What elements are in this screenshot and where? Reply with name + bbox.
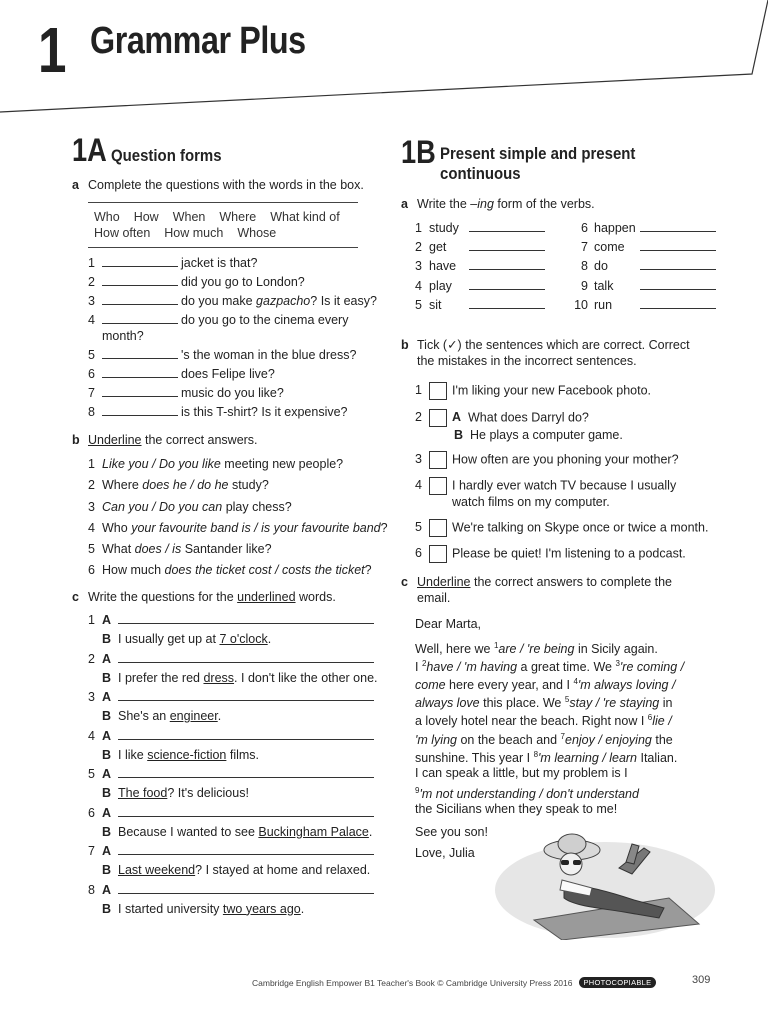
tick-checkbox[interactable]: [429, 477, 447, 495]
answer-blank[interactable]: [640, 259, 716, 270]
question-line-a: 4 A: [88, 728, 374, 744]
tick-checkbox[interactable]: [429, 545, 447, 563]
section-number: 1A: [72, 132, 107, 168]
answer-blank[interactable]: [640, 221, 716, 232]
tick-checkbox[interactable]: [429, 409, 447, 427]
verb-item: 1 study: [415, 220, 548, 236]
verb-item: 2 get: [415, 239, 548, 255]
tick-checkbox[interactable]: [429, 519, 447, 537]
answer-blank[interactable]: [102, 313, 178, 324]
answer-blank[interactable]: [102, 405, 178, 416]
section-1b-heading: [401, 136, 662, 183]
tick-checkbox[interactable]: [429, 451, 447, 469]
answer-line-b: B The food? It's delicious!: [102, 786, 249, 800]
list-item: 7 music do you like?: [88, 386, 284, 400]
list-item: 6 does Felipe live?: [88, 367, 275, 381]
verb-item: 10 run: [564, 297, 719, 313]
answer-blank[interactable]: [118, 690, 374, 701]
list-item: 3 How often are you phoning your mother?: [415, 451, 679, 469]
task-1b-c: c Underline the correct answers to complete the email.: [401, 575, 672, 605]
task-1a-c: c Write the questions for the underlined words.: [72, 590, 336, 604]
answer-blank[interactable]: [640, 298, 716, 309]
answer-blank[interactable]: [118, 883, 374, 894]
answer-blank[interactable]: [469, 240, 545, 251]
answer-line-b: B I usually get up at 7 o'clock.: [102, 632, 272, 646]
list-item: 8 is this T-shirt? Is it expensive?: [88, 405, 348, 419]
verb-item: 7 come: [564, 239, 719, 255]
answer-blank[interactable]: [102, 386, 178, 397]
list-item: 2 A What does Darryl do?: [415, 409, 589, 427]
section-title: Present simple and present continuous: [439, 144, 636, 183]
page-number: 309: [692, 974, 711, 986]
answer-line-b: B I prefer the red dress. I don't like the other one.: [102, 670, 378, 685]
answer-blank[interactable]: [118, 767, 374, 778]
section-1a-heading: [72, 132, 237, 169]
footer: Cambridge English Empower B1 Teacher's Book © Cambridge University Press 2016 PHOTOCOPIABLE: [252, 977, 656, 988]
answer-line-b: B Because I wanted to see Buckingham Palace.: [102, 824, 373, 839]
task-1a-a: a Complete the questions with the words in the box.: [72, 178, 364, 192]
question-line-a: 5 A: [88, 766, 374, 782]
list-item: 5 What does / is Santander like?: [88, 542, 272, 556]
task-1b-a: a Write the –ing form of the verbs.: [401, 197, 595, 211]
list-item: 4 do you go to the cinema every: [88, 313, 349, 327]
tick-checkbox[interactable]: [429, 382, 447, 400]
list-item: 5 We're talking on Skype once or twice a month.: [415, 519, 708, 537]
question-line-a: 1 A: [88, 612, 374, 628]
answer-blank[interactable]: [640, 240, 716, 251]
list-item: 4 Who your favourite band is / is your favourite band?: [88, 521, 388, 535]
list-item: 1 Like you / Do you like meeting new people?: [88, 457, 344, 471]
answer-blank[interactable]: [102, 348, 178, 359]
list-item: 2 did you go to London?: [88, 275, 305, 289]
list-item: 2 Where does he / do he study?: [88, 478, 269, 492]
answer-blank[interactable]: [118, 729, 374, 740]
verb-item: 9 talk: [564, 278, 719, 294]
answer-blank[interactable]: [469, 279, 545, 290]
photocopiable-badge: PHOTOCOPIABLE: [579, 977, 657, 988]
answer-blank[interactable]: [469, 298, 545, 309]
sun-hat-crown: [558, 834, 586, 854]
answer-blank[interactable]: [102, 294, 178, 305]
answer-blank[interactable]: [469, 259, 545, 270]
verb-item: 5 sit: [415, 297, 548, 313]
question-line-a: 6 A: [88, 805, 374, 821]
question-line-a: 8 A: [88, 882, 374, 898]
list-item: 6 Please be quiet! I'm listening to a podcast.: [415, 545, 686, 563]
list-item: 1 jacket is that?: [88, 256, 258, 270]
answer-blank[interactable]: [118, 844, 374, 855]
answer-blank[interactable]: [118, 613, 374, 624]
question-line-a: 3 A: [88, 689, 374, 705]
page-title: Grammar Plus: [90, 20, 306, 62]
word-box: Who How When Where What kind of How often How much Whose: [88, 202, 358, 248]
answer-line-b: B Last weekend? I stayed at home and relaxed.: [102, 863, 371, 877]
list-item: 4 I hardly ever watch TV because I usually: [415, 477, 676, 495]
verb-item: 8 do: [564, 258, 719, 274]
list-item-continuation: watch films on my computer.: [452, 495, 610, 509]
section-title: Question forms: [110, 146, 222, 165]
answer-line-b: B She's an engineer.: [102, 709, 222, 723]
answer-blank[interactable]: [118, 652, 374, 663]
verb-item: 4 play: [415, 278, 548, 294]
list-item: 1 I'm liking your new Facebook photo.: [415, 382, 651, 400]
section-number: 1B: [401, 134, 436, 170]
answer-line-b: B I started university two years ago.: [102, 901, 305, 916]
beach-illustration: [494, 828, 716, 940]
verb-item: 6 happen: [564, 220, 719, 236]
task-1a-b: b Underline the correct answers.: [72, 433, 258, 447]
list-item: 6 How much does the ticket cost / costs the ticket?: [88, 563, 372, 577]
answer-blank[interactable]: [118, 806, 374, 817]
list-item-b: B He plays a computer game.: [454, 428, 623, 442]
answer-blank[interactable]: [102, 256, 178, 267]
question-line-a: 7 A: [88, 843, 374, 859]
answer-blank[interactable]: [102, 275, 178, 286]
answer-blank[interactable]: [469, 221, 545, 232]
list-item: 3 do you make gazpacho? Is it easy?: [88, 294, 377, 308]
question-line-a: 2 A: [88, 651, 374, 667]
answer-blank[interactable]: [102, 367, 178, 378]
list-item: 5 's the woman in the blue dress?: [88, 348, 357, 362]
verb-item: 3 have: [415, 258, 548, 274]
unit-number: 1: [38, 14, 67, 86]
list-item: 3 Can you / Do you can play chess?: [88, 500, 292, 514]
list-item-continuation: month?: [102, 329, 144, 343]
worksheet-page: 1 Grammar Plus 1A Question forms a Complete the questions with the words in the box. Who How When Where What kind of How often How much Whose 1 jacket is that? 2 did you go to London? 3 do you make gazpacho? Is it easy? 4 do you go to the cinema every month? 5 's the woman in the blue dress? 6 does Felipe live? 7 music do you like? 8 is this T-shirt? Is it expensive? b Underline the correct answers. 1 Like you / Do you like meeting new people? 2 Where does he / do he study? 3 Can you / Do you can play chess? 4 Who your favourite band is / is your favourite band? 5 What does / is Santander like? 6 How much does the ticket cost / costs the ticket? c Write the questions for the underlined words. 1 A B I usually get up at 7 o'clock. 2 A B I prefer the red dress. I don't like the other one. 3 A B She's an engineer. 4 A B I like science-fiction films. 5 A B The food? It's delicious! 6 A B Because I wanted to see Buckingham Palace. 7 A B Last weekend? I stayed at home and relaxed. 8 A B I started university two years ago. 1B Present simple and present continuous a Write the –ing form of the verbs. 1 study 6 happen 2 get 7 come 3 have 8 do 4 play 9 talk 5 sit 10 run b Tick (✓) the sentences which are correct. Correct the mistakes in the incorrect sentences. 1 I'm liking your new Facebook photo. 2 A What does Darryl do? B He plays a computer game. 3 How often are you phoning your mother? 4 I hardly ever watch TV because I usually watch films on my computer. 5 We're talking on Skype once or twice a month. 6 Please be quiet! I'm listening to a podcast. c Underline the correct answers to complete the email. Dear Marta, Well, here we $^1$are / 're being in Sicily again. I $^2$have / 'm having a great time. We $^3$'re coming / come here every year, and I $^4$'m always loving / always love this place. We $^5$stay / 're staying in a lovely hotel near the beach. Right now I $^6$lie / 'm lying on the beach and $^7$enjoy / enjoying the sunshine. This year I $^8$'m learning / learn Italian. I can speak a little, but my problem is I $^9$'m not understanding / don't understand the Sicilians when they speak to me! See you son! Love, Julia Cambridge English Empower B1 Teacher's Book © Cambridge University Press 2016 PHOTOCOPIABLE 309: [0, 0, 768, 1024]
task-1b-b: b Tick (✓) the sentences which are correct. Correct the mistakes in the incorrect sentences.: [401, 338, 690, 368]
answer-blank[interactable]: [640, 279, 716, 290]
answer-line-b: B I like science-fiction films.: [102, 747, 260, 762]
